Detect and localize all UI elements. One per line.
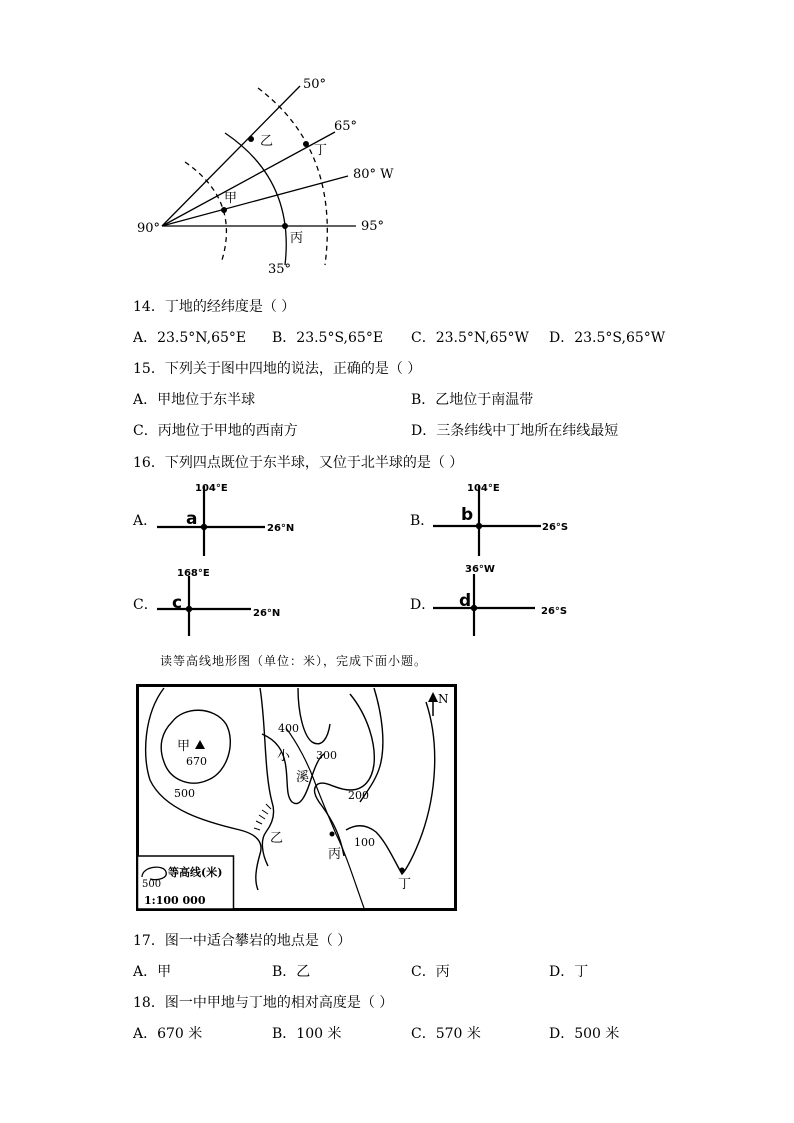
q16-b-point: b [461, 505, 474, 525]
point-ding [303, 141, 309, 147]
stream-label-1: 小 [277, 749, 291, 764]
q16-b-lat: 26°S [542, 522, 569, 533]
q17-stem: 17．图一中适合攀岩的地点是（ ） [133, 933, 352, 949]
map-label-ding: 丁 [398, 877, 412, 892]
q16-option-c-label[interactable]: C． [133, 597, 158, 613]
q18-option-a[interactable]: A．670 米 [133, 1026, 203, 1042]
label-yi: 乙 [260, 134, 274, 149]
peak-name: 甲 [177, 739, 191, 754]
meridian-80 [162, 176, 348, 226]
stream-label-2: 溪 [296, 770, 310, 785]
legend-value: 500 [142, 879, 162, 890]
q16-option-a-diagram[interactable] [155, 478, 315, 560]
label-bing: 丙 [290, 231, 304, 246]
latlon-figure [120, 70, 420, 285]
label-90: 90° [137, 221, 161, 236]
map-point-ding [400, 868, 405, 873]
label-50: 50° [303, 77, 327, 92]
q17-option-d[interactable]: D．丁 [549, 964, 589, 980]
peak-value: 670 [186, 755, 207, 768]
legend-text: 等高线(米) [168, 866, 223, 879]
q16-c-lat: 26°N [253, 608, 281, 619]
map-label-yi: 乙 [270, 831, 284, 846]
q18-option-c[interactable]: C．570 米 [411, 1026, 481, 1042]
contour-label-100: 100 [354, 836, 375, 849]
point-yi [248, 136, 254, 142]
q14-stem: 14．丁地的经纬度是（ ） [133, 299, 296, 315]
q17-option-a[interactable]: A．甲 [133, 964, 172, 980]
q16-d-lat: 26°S [541, 606, 568, 617]
q16-b-lon: 104°E [467, 483, 500, 494]
label-ding: 丁 [314, 143, 328, 158]
q16-option-a-label[interactable]: A． [133, 513, 158, 529]
q17-option-c[interactable]: C．丙 [411, 964, 450, 980]
q16-option-d-label[interactable]: D． [410, 597, 436, 613]
q14-option-a[interactable]: A．23.5°N,65°E [133, 330, 247, 346]
contour-label-300: 300 [316, 749, 337, 762]
label-95: 95° [361, 219, 385, 234]
q16-a-lat: 26°N [267, 523, 295, 534]
q15-option-d[interactable]: D．三条纬线中丁地所在纬线最短 [411, 423, 619, 439]
q16-option-c-diagram[interactable] [155, 564, 315, 646]
q16-option-b-label[interactable]: B． [410, 513, 435, 529]
point-bing [282, 223, 288, 229]
q16-option-d-diagram[interactable] [431, 560, 591, 642]
label-80w: 80° W [353, 167, 394, 182]
contour-label-400: 400 [278, 722, 299, 735]
meridian-65 [162, 132, 335, 226]
contour-intro: 读等高线地形图（单位：米），完成下面小题。 [160, 654, 428, 668]
q15-stem: 15．下列关于图中四地的说法，正确的是（ ） [133, 361, 422, 377]
q18-stem: 18．图一中甲地与丁地的相对高度是（ ） [133, 995, 394, 1011]
q16-stem: 16．下列四点既位于东半球，又位于北半球的是（ ） [133, 455, 464, 471]
q16-c-point: c [172, 593, 183, 613]
point-jia [221, 207, 227, 213]
q15-option-a[interactable]: A．甲地位于东半球 [133, 392, 256, 408]
label-35: 35° [268, 262, 292, 277]
label-jia: 甲 [224, 191, 238, 206]
north-label: N [438, 692, 449, 706]
contour-label-500: 500 [174, 787, 195, 800]
q16-option-b-diagram[interactable] [431, 478, 591, 560]
q15-option-b[interactable]: B．乙地位于南温带 [411, 392, 534, 408]
q14-option-c[interactable]: C．23.5°N,65°W [411, 330, 529, 346]
q16-a-point: a [186, 509, 198, 529]
q17-option-b[interactable]: B．乙 [272, 964, 311, 980]
contour-map [136, 684, 458, 912]
map-label-bing: 丙 [328, 847, 342, 862]
label-65: 65° [334, 119, 358, 134]
q16-d-point: d [459, 591, 472, 611]
q18-option-d[interactable]: D．500 米 [549, 1026, 620, 1042]
q14-option-b[interactable]: B．23.5°S,65°E [272, 330, 384, 346]
contour-label-200: 200 [348, 789, 369, 802]
map-scale: 1:100 000 [144, 894, 206, 907]
q16-a-lon: 104°E [195, 483, 228, 494]
map-point-bing [330, 832, 335, 837]
q16-d-lon: 36°W [465, 564, 495, 575]
q18-option-b[interactable]: B．100 米 [272, 1026, 342, 1042]
q14-option-d[interactable]: D．23.5°S,65°W [549, 330, 666, 346]
q15-option-c[interactable]: C．丙地位于甲地的西南方 [133, 423, 298, 439]
q16-c-lon: 168°E [177, 568, 210, 579]
